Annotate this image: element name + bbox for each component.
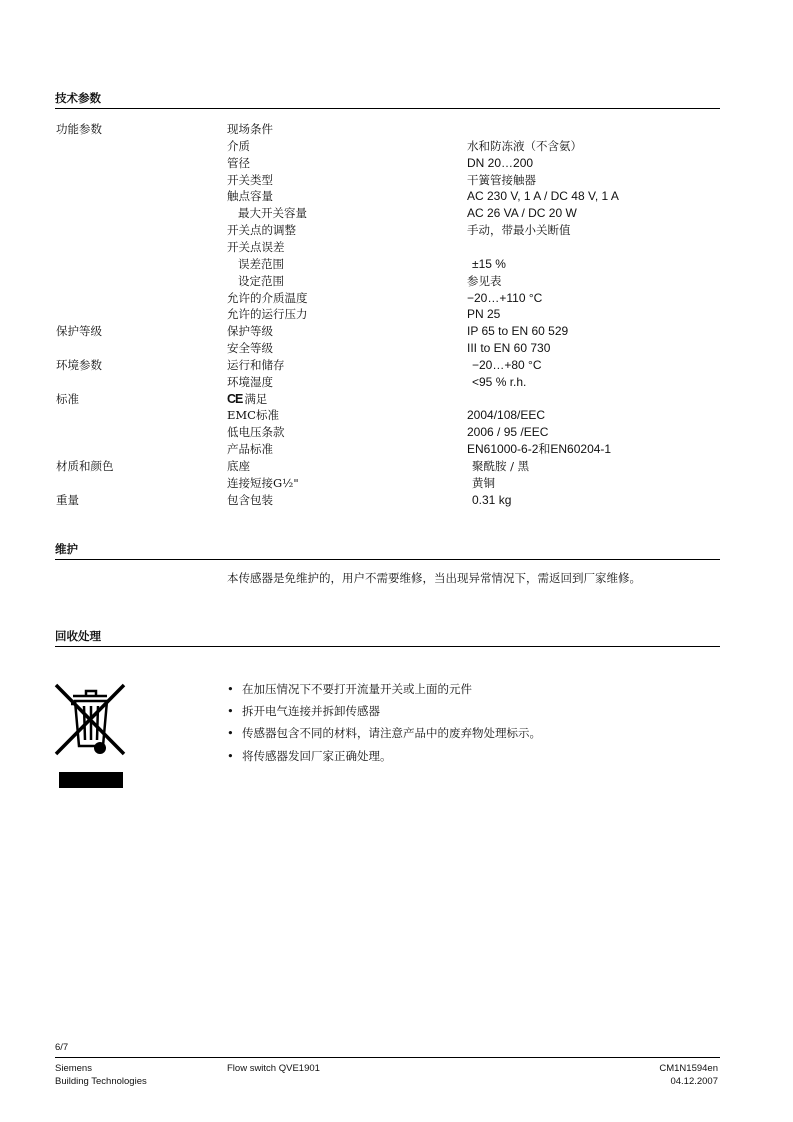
spec-value: 干簧管接触器 xyxy=(467,172,536,187)
footer-rule xyxy=(55,1057,720,1058)
spec-value: 0.31 kg xyxy=(472,492,512,507)
spec-parameter: 保护等级 xyxy=(227,324,273,339)
bullet-icon: • xyxy=(227,726,234,740)
spec-row xyxy=(0,188,793,205)
spec-parameter: 环境湿度 xyxy=(227,374,273,389)
spec-row xyxy=(0,138,793,155)
spec-parameter: 管径 xyxy=(227,155,250,170)
spec-value: AC 230 V, 1 A / DC 48 V, 1 A xyxy=(467,189,619,204)
spec-value: −20…+110 °C xyxy=(467,290,543,305)
spec-parameter: 底座 xyxy=(227,459,250,473)
spec-value: AC 26 VA / DC 20 W xyxy=(467,206,577,221)
spec-row xyxy=(0,239,793,256)
spec-parameter: EMC标准 xyxy=(227,408,279,423)
section-title-recycling: 回收处理 xyxy=(55,629,101,643)
spec-row xyxy=(0,256,793,273)
spec-row xyxy=(0,458,793,475)
spec-parameter: 开关点误差 xyxy=(227,239,285,254)
spec-parameter: 安全等级 xyxy=(227,341,273,356)
spec-value: ±15 % xyxy=(472,256,506,271)
spec-parameter: 触点容量 xyxy=(227,189,273,204)
spec-parameter: 现场条件 xyxy=(227,122,273,136)
spec-value: 2004/108/EEC xyxy=(467,408,546,423)
spec-value: 2006 / 95 /EEC xyxy=(467,425,549,440)
spec-row xyxy=(0,290,793,307)
spec-row xyxy=(0,357,793,374)
spec-value: 手动，带最小关断值 xyxy=(467,223,571,238)
footer-division: Building Technologies xyxy=(55,1076,147,1087)
spec-parameter xyxy=(227,391,267,408)
bullet-icon: • xyxy=(227,704,234,718)
spec-value: 聚酰胺 / 黑 xyxy=(472,459,530,473)
spec-parameter: 产品标准 xyxy=(227,442,273,457)
spec-parameter: 开关类型 xyxy=(227,172,273,187)
spec-row xyxy=(0,374,793,391)
spec-row xyxy=(0,475,793,492)
list-item-text: 拆开电气连接并拆卸传感器 xyxy=(242,704,380,718)
ce-mark-icon: CE xyxy=(227,391,243,406)
spec-value: −20…+80 °C xyxy=(472,357,542,372)
spec-value: <95 % r.h. xyxy=(472,374,527,389)
spec-category: 重量 xyxy=(56,492,79,507)
spec-parameter: 连接短接G½" xyxy=(227,475,299,490)
section-title-tech: 技术参数 xyxy=(55,91,101,105)
spec-row xyxy=(0,323,793,340)
spec-parameter: 最大开关容量 xyxy=(238,206,307,221)
section-title-maintenance: 维护 xyxy=(55,542,78,556)
page-number: 6/7 xyxy=(55,1042,69,1053)
spec-value: PN 25 xyxy=(467,307,501,322)
spec-value: 水和防冻液（不含氨） xyxy=(467,138,582,153)
list-item-text: 传感器包含不同的材料，请注意产品中的废弃物处理标示。 xyxy=(242,726,541,740)
spec-row xyxy=(0,306,793,323)
list-item xyxy=(227,725,541,742)
spec-row xyxy=(0,205,793,222)
spec-parameter-label: 满足 xyxy=(244,391,268,406)
spec-parameter: 允许的介质温度 xyxy=(227,290,308,305)
spec-category: 标准 xyxy=(56,391,79,406)
section-rule-maintenance xyxy=(55,559,720,560)
spec-row xyxy=(0,340,793,357)
maintenance-text: 本传感器是免维护的，用户不需要维修，当出现异常情况下，需返回到厂家维修。 xyxy=(227,571,641,585)
spec-parameter: 运行和储存 xyxy=(227,357,285,372)
spec-parameter: 低电压条款 xyxy=(227,425,285,440)
list-item xyxy=(227,681,472,698)
spec-row xyxy=(0,273,793,290)
spec-value: III to EN 60 730 xyxy=(467,341,551,356)
spec-parameter: 包含包装 xyxy=(227,492,273,507)
section-rule-recycling xyxy=(55,646,720,647)
spec-row xyxy=(0,492,793,509)
list-item-text: 在加压情况下不要打开流量开关或上面的元件 xyxy=(242,682,472,696)
spec-row xyxy=(0,441,793,458)
spec-row xyxy=(0,391,793,408)
spec-row xyxy=(0,155,793,172)
spec-parameter: 介质 xyxy=(227,138,250,153)
spec-row xyxy=(0,172,793,189)
spec-value: 黄铜 xyxy=(472,475,495,490)
footer-product: Flow switch QVE1901 xyxy=(227,1063,320,1074)
spec-category: 环境参数 xyxy=(56,357,102,372)
spec-value: 参见表 xyxy=(467,273,502,288)
spec-parameter: 误差范围 xyxy=(238,256,284,271)
spec-value: DN 20…200 xyxy=(467,155,534,170)
spec-value: EN61000-6-2和EN60204-1 xyxy=(467,442,612,457)
spec-row xyxy=(0,222,793,239)
footer-doc-id: CM1N1594en xyxy=(659,1063,718,1074)
spec-value: IP 65 to EN 60 529 xyxy=(467,324,569,339)
spec-parameter: 设定范围 xyxy=(238,273,284,288)
bullet-icon: • xyxy=(227,749,234,763)
list-item xyxy=(227,703,380,720)
footer-date: 04.12.2007 xyxy=(670,1076,718,1087)
spec-category: 保护等级 xyxy=(56,324,102,339)
footer-company: Siemens xyxy=(55,1063,92,1074)
spec-row xyxy=(0,424,793,441)
spec-parameter: 允许的运行压力 xyxy=(227,307,308,322)
list-item-text: 将传感器发回厂家正确处理。 xyxy=(242,749,392,763)
bullet-icon: • xyxy=(227,682,234,696)
list-item xyxy=(227,748,392,765)
crossed-out-wheelie-bin-icon xyxy=(51,682,129,790)
section-rule-tech xyxy=(55,108,720,109)
spec-row xyxy=(0,407,793,424)
spec-category: 材质和颜色 xyxy=(56,459,114,473)
spec-category: 功能参数 xyxy=(56,122,102,136)
spec-row xyxy=(0,121,793,138)
spec-parameter: 开关点的调整 xyxy=(227,223,296,238)
